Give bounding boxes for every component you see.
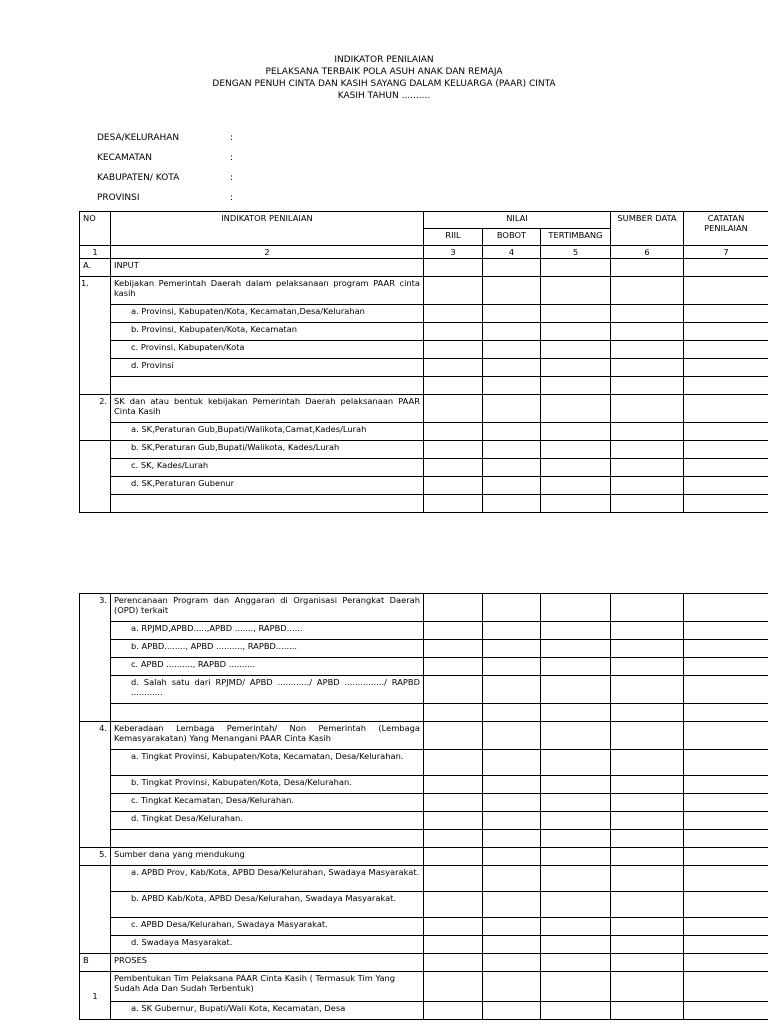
table-row (80, 936, 768, 954)
item-title: Keberadaan Lembaga Pemerintah/ Non Pemerintah (Lembaga Kemasyarakatan) Yang Menangani PAAR Cinta Kasih (111, 722, 424, 750)
header-line-3: DENGAN PENUH CINTA DAN KASIH SAYANG DALAM KELUARGA (PAAR) CINTA (212, 79, 556, 89)
option-text: a. Tingkat Provinsi, Kabupaten/Kota, Kecamatan, Desa/Kelurahan. (111, 750, 424, 776)
table-row (80, 892, 768, 918)
table-row (80, 423, 768, 441)
option-text: c. Provinsi, Kabupaten/Kota (111, 341, 424, 359)
option-text: c. SK, Kades/Lurah (111, 459, 424, 477)
item-no: 1. (80, 277, 111, 395)
col-num: 2 (111, 246, 424, 259)
item-no: 5. (80, 848, 111, 866)
table-row (80, 918, 768, 936)
header-line-2: PELAKSANA TERBAIK POLA ASUH ANAK DAN REMAJA (265, 67, 503, 77)
table-row (80, 359, 768, 377)
option-text: a. APBD Prov, Kab/Kota, APBD Desa/Kelurahan, Swadaya Masyarakat. (111, 866, 424, 892)
meta-label: KABUPATEN/ KOTA (97, 173, 180, 183)
section-row (80, 259, 768, 277)
meta-colon: : (230, 133, 234, 143)
table-row (80, 341, 768, 359)
head-nilai: NILAI (424, 212, 611, 229)
table-row (80, 640, 768, 658)
table-row (80, 830, 768, 848)
item-title: Perencanaan Program dan Anggaran di Organisasi Perangkat Daerah (OPD) terkait (111, 594, 424, 622)
head-indikator: INDIKATOR PENILAIAN (111, 212, 424, 246)
header-line-1: INDIKATOR PENILAIAN (334, 55, 434, 65)
option-text: a. Provinsi, Kabupaten/Kota, Kecamatan,Desa/Kelurahan (111, 305, 424, 323)
table-row (80, 1002, 768, 1020)
table-row (80, 395, 768, 423)
table-row (80, 658, 768, 676)
head-bobot: BOBOT (483, 229, 541, 246)
assessment-table-1 (79, 211, 768, 513)
option-text: d. SK,Peraturan Gubenur (111, 477, 424, 495)
col-num: 6 (611, 246, 684, 259)
head-sumber: SUMBER DATA (611, 212, 684, 246)
col-num: 4 (483, 246, 541, 259)
item-title: Sumber dana yang mendukung (111, 848, 424, 866)
option-text: d. Salah satu dari RPJMD/ APBD ............/ APBD .............../ RAPBD ............ (111, 676, 424, 704)
col-num: 1 (80, 246, 111, 259)
meta-label: PROVINSI (97, 193, 140, 203)
table-row (80, 866, 768, 892)
meta-colon: : (230, 193, 234, 203)
option-text: b. Provinsi, Kabupaten/Kota, Kecamatan (111, 323, 424, 341)
meta-label: KECAMATAN (97, 153, 152, 163)
col-num: 3 (424, 246, 483, 259)
item-no: 4. (80, 722, 111, 848)
table-row (80, 459, 768, 477)
option-text: c. APBD .........., RAPBD .......... (111, 658, 424, 676)
section-no: B (80, 954, 111, 972)
table-row (80, 704, 768, 722)
option-text: a. SK,Peraturan Gub,Bupati/Walikota,Camat,Kades/Lurah (111, 423, 424, 441)
assessment-table-2 (79, 593, 768, 1020)
meta-label: DESA/KELURAHAN (97, 133, 180, 143)
table-row (80, 812, 768, 830)
item-no: 1 (80, 972, 111, 1020)
option-text: a. SK Gubernur, Bupati/Wali Kota, Kecamatan, Desa (111, 1002, 424, 1020)
table-row (80, 848, 768, 866)
header-line-4: KASIH TAHUN .......... (337, 91, 431, 101)
section-label: INPUT (111, 259, 424, 277)
item-no: 3. (80, 594, 111, 722)
table-row (80, 477, 768, 495)
table-row (80, 622, 768, 640)
section-row (80, 954, 768, 972)
option-text: a. RPJMD,APBD.....,APBD ......., RAPBD...... (111, 622, 424, 640)
meta-colon: : (230, 173, 234, 183)
table-row (80, 750, 768, 776)
head-catatan: CATATAN PENILAIAN (684, 212, 768, 246)
table-row (80, 323, 768, 341)
head-no: NO (80, 212, 111, 246)
table-row (80, 676, 768, 704)
table-row (80, 722, 768, 750)
table-row (80, 776, 768, 794)
option-text: c. Tingkat Kecamatan, Desa/Kelurahan. (111, 794, 424, 812)
table-row (80, 495, 768, 513)
table-row (80, 594, 768, 622)
option-text: b. SK,Peraturan Gub,Bupati/Walikota, Kades/Lurah (111, 441, 424, 459)
item-title: SK dan atau bentuk kebijakan Pemerintah Daerah pelaksanaan PAAR Cinta Kasih (111, 395, 424, 423)
section-label: PROSES (111, 954, 424, 972)
option-text: b. Tingkat Provinsi, Kabupaten/Kota, Desa/Kelurahan. (111, 776, 424, 794)
table-row (80, 794, 768, 812)
col-num: 7 (684, 246, 768, 259)
item-title: Pembentukan Tim Pelaksana PAAR Cinta Kasih ( Termasuk Tim Yang Sudah Ada Dan Sudah Terbentuk) (111, 972, 424, 1002)
option-text: d. Swadaya Masyarakat. (111, 936, 424, 954)
table-row (80, 441, 768, 459)
option-text: c. APBD Desa/Kelurahan, Swadaya Masyarakat. (111, 918, 424, 936)
item-title: Kebijakan Pemerintah Daerah dalam pelaksanaan program PAAR cinta kasih (111, 277, 424, 305)
head-riil: RIIL (424, 229, 483, 246)
option-text: d. Tingkat Desa/Kelurahan. (111, 812, 424, 830)
option-text: b. APBD........, APBD .........., RAPBD........ (111, 640, 424, 658)
option-text: d. Provinsi (111, 359, 424, 377)
table-row (80, 305, 768, 323)
document-header (0, 54, 768, 102)
head-tertimbang: TERTIMBANG (541, 229, 611, 246)
meta-colon: : (230, 153, 234, 163)
column-number-row (80, 246, 768, 259)
table-row (80, 972, 768, 1002)
col-num: 5 (541, 246, 611, 259)
item-no: 2. (80, 395, 111, 441)
section-no: A. (80, 259, 111, 277)
option-text: b. APBD Kab/Kota, APBD Desa/Kelurahan, Swadaya Masyarakat. (111, 892, 424, 918)
table-row (80, 377, 768, 395)
table-row (80, 277, 768, 305)
